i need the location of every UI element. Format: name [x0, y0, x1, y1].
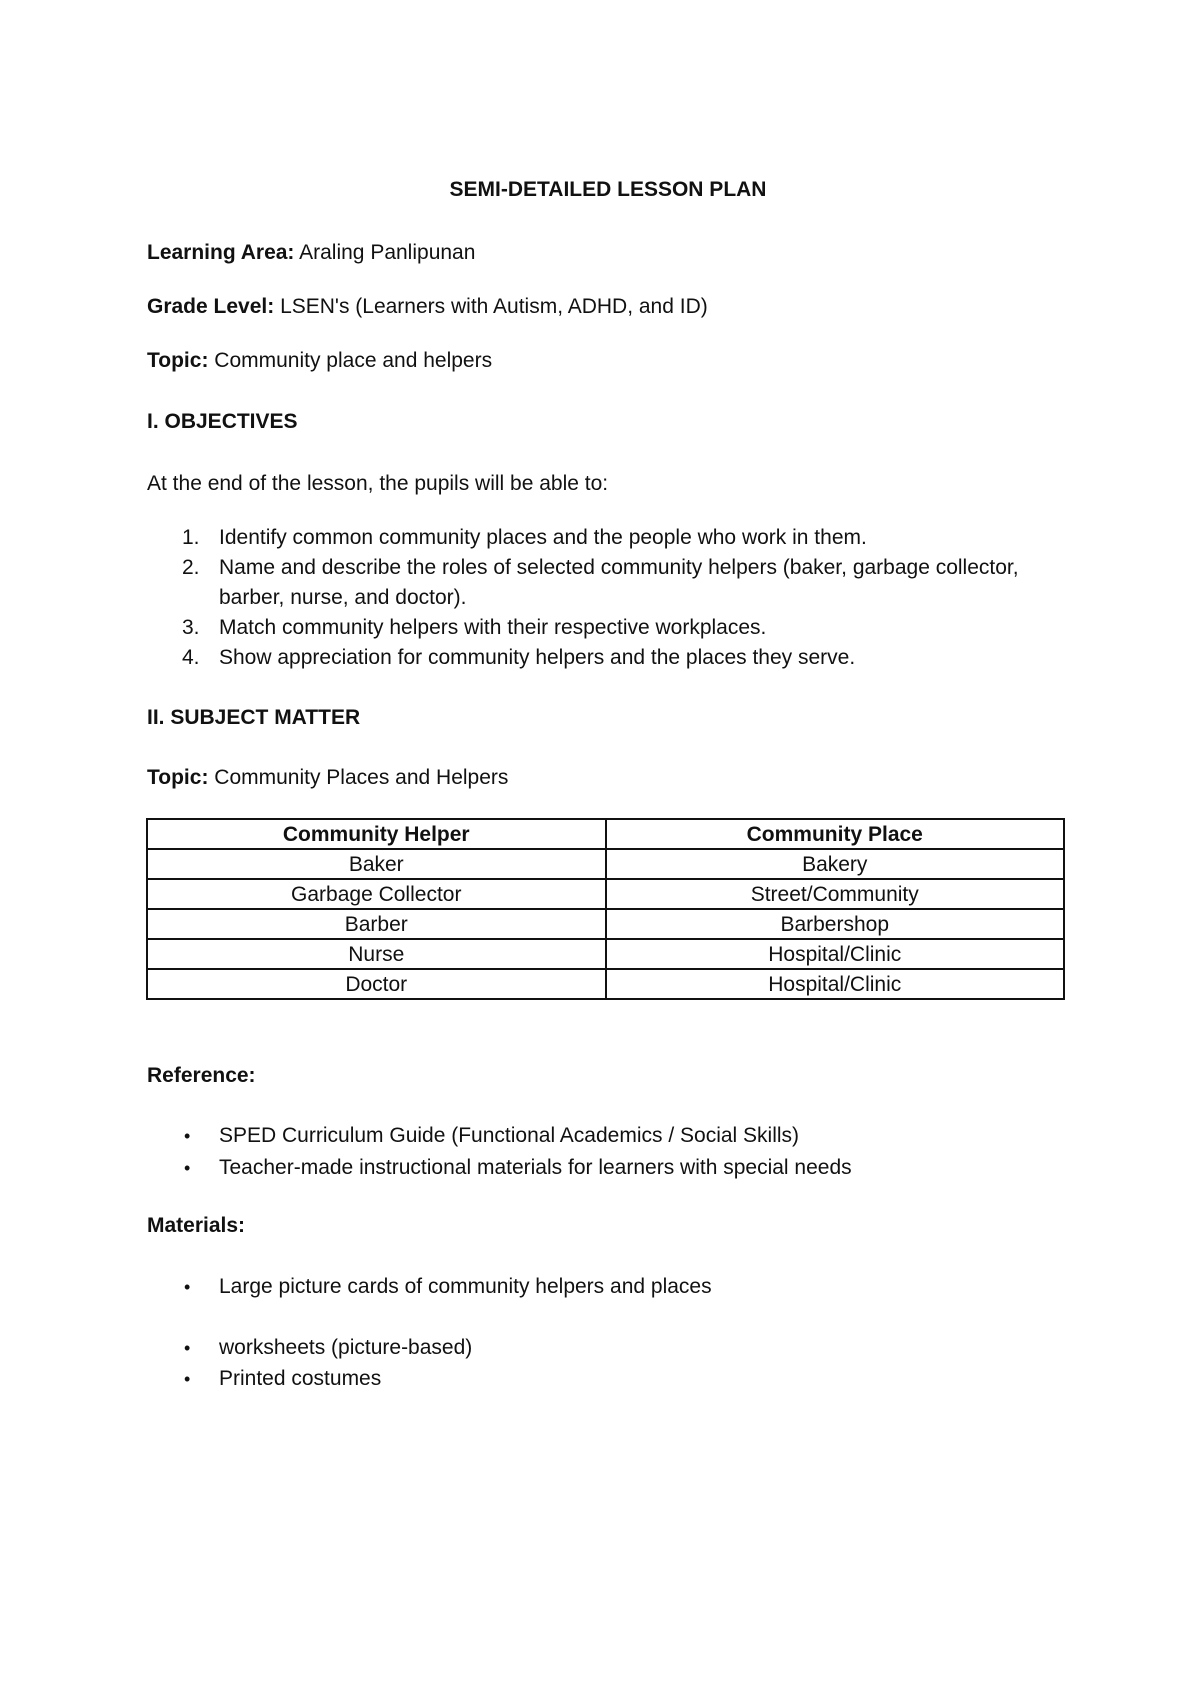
table-row [147, 969, 1064, 999]
objective-text: Name and describe the roles of selected community helpers (baker, garbage collector, [219, 556, 1019, 579]
column-header-helper: Community Helper [147, 819, 606, 849]
objective-text-continued: barber, nurse, and doctor). [219, 586, 467, 609]
bullet-icon: • [184, 1126, 191, 1146]
objectives-heading: I. OBJECTIVES [147, 410, 298, 433]
topic-value: Community place and helpers [214, 349, 493, 372]
reference-heading: Reference: [147, 1064, 256, 1087]
place-cell: Barbershop [606, 909, 1065, 939]
objectives-intro: At the end of the lesson, the pupils will be able to: [147, 472, 609, 495]
subject-topic-label: Topic: [147, 766, 209, 789]
grade-level-line [147, 295, 708, 319]
table-row [147, 939, 1064, 969]
helper-cell: Barber [147, 909, 606, 939]
material-item: worksheets (picture-based) [219, 1336, 473, 1359]
learning-area-line [147, 241, 475, 265]
objective-number: 3. [182, 616, 200, 639]
document-title: SEMI-DETAILED LESSON PLAN [449, 178, 767, 201]
table-row [147, 909, 1064, 939]
subject-matter-heading: II. SUBJECT MATTER [147, 706, 361, 729]
objective-text: Identify common community places and the people who work in them. [219, 526, 867, 549]
reference-item: Teacher-made instructional materials for learners with special needs [219, 1156, 852, 1179]
subject-topic-value: Community Places and Helpers [214, 766, 509, 789]
subject-topic-line [147, 766, 508, 790]
helper-cell: Baker [147, 849, 606, 879]
bullet-icon: • [184, 1338, 191, 1358]
reference-item: SPED Curriculum Guide (Functional Academics / Social Skills) [219, 1124, 800, 1147]
material-item: Large picture cards of community helpers and places [219, 1275, 712, 1298]
objective-number: 2. [182, 556, 200, 579]
objective-number: 4. [182, 646, 200, 669]
helper-cell: Garbage Collector [147, 879, 606, 909]
materials-heading: Materials: [147, 1214, 246, 1237]
helper-cell: Nurse [147, 939, 606, 969]
place-cell: Hospital/Clinic [606, 969, 1065, 999]
place-cell: Bakery [606, 849, 1065, 879]
bullet-icon: • [184, 1369, 191, 1389]
learning-area-value: Araling Panlipunan [299, 241, 476, 264]
column-header-place: Community Place [606, 819, 1065, 849]
objective-text: Match community helpers with their respective workplaces. [219, 616, 767, 639]
material-item: Printed costumes [219, 1367, 382, 1390]
topic-line [147, 349, 492, 373]
table-row [147, 849, 1064, 879]
helpers-table [146, 818, 1065, 1000]
grade-level-label: Grade Level: [147, 295, 275, 318]
place-cell: Street/Community [606, 879, 1065, 909]
topic-label: Topic: [147, 349, 209, 372]
grade-level-value: LSEN's (Learners with Autism, ADHD, and ID) [280, 295, 708, 318]
place-cell: Hospital/Clinic [606, 939, 1065, 969]
objective-text: Show appreciation for community helpers and the places they serve. [219, 646, 856, 669]
bullet-icon: • [184, 1158, 191, 1178]
table-row [147, 879, 1064, 909]
bullet-icon: • [184, 1277, 191, 1297]
learning-area-label: Learning Area: [147, 241, 295, 264]
objective-number: 1. [182, 526, 200, 549]
helper-cell: Doctor [147, 969, 606, 999]
table-header-row [147, 819, 1064, 849]
